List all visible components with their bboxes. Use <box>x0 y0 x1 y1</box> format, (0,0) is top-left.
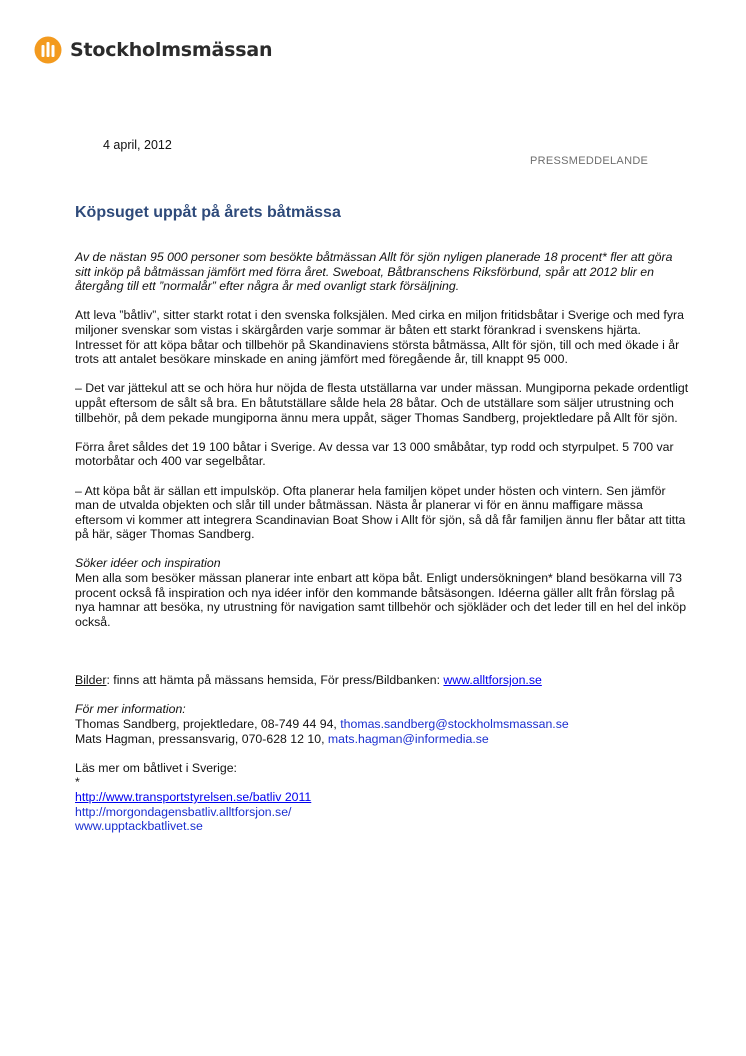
upptackbatlivet-link[interactable]: www.upptackbatlivet.se <box>75 819 203 834</box>
bilder-label: Bilder <box>75 673 107 688</box>
intro-paragraph: Av de nästan 95 000 personer som besökte båtmässan Allt för sjön nyligen planerade 18 procent* fler att göra sitt inköp på båtmässan jämfört med förra året. Sweboat, Båtbranschens Riksförbund, spår att 2012 blir en återgång till ett ”normalår” efter några år med ovanligt stark försäljning. <box>75 250 673 294</box>
transportstyrelsen-link[interactable]: http://www.transportstyrelsen.se/batliv 2011 <box>75 789 312 804</box>
body-paragraph: – Att köpa båt är sällan ett impulsköp. Ofta planerar hela familjen köpet under hösten och vintern. Sen jämför man de utvalda objekten och slår till under båtmässan. Nästa år planerar vi för en ännu maffigare mässa eftersom vi kommer att integrera Scandinavian Boat Show i Allt för sjön, så då får familjen ännu fler båtar att titta på här, säger Thomas Sandberg. <box>75 483 686 542</box>
body-paragraph: – Det var jättekul att se och höra hur nöjda de flesta utställarna var under mässan. Mungiporna pekade ordentligt uppåt eftersom de sålt så bra. En båtutställare sålde hela 28 båtar. Och de utställare som säljer utrustning och tillbehör, på dem pekade mungiporna ännu mera uppåt, säger Thomas Sandberg, projektledare på Allt för sjön. <box>75 381 689 425</box>
bilder-line <box>75 673 690 688</box>
body-paragraph: Förra året såldes det 19 100 båtar i Sverige. Av dessa var 13 000 småbåtar, typ rodd och styrpulpet. 5 700 var motorbåtar och 400 var segelbåtar. <box>75 439 674 469</box>
logo <box>34 35 272 65</box>
section-paragraph: Men alla som besöker mässan planerar inte enbart att köpa båt. Enligt undersökningen* bland besökarna vill 73 procent också få inspiration och nya idéer inför den kommande båtsäsongen. Idéerna gäller allt från förslag på nya hamnar att besöka, ny utrustning för navigation samt tillbehör och sjökläder och det leder till en hel del inköp också. <box>75 571 687 629</box>
email-link[interactable]: mats.hagman@informedia.se <box>327 731 489 746</box>
page-title: Köpsuget uppåt på årets båtmässa <box>75 204 341 221</box>
alltforsjon-link[interactable]: www.alltforsjon.se <box>443 673 542 688</box>
asterisk: * <box>75 775 80 790</box>
body-paragraph: Att leva ”båtliv”, sitter starkt rotat i den svenska folksjälen. Med cirka en miljon fritidsbåtar i Sverige och med fyra miljoner svenskar som vistas i skärgården varje sommar är båten ett starkt förankrad i svenskens hjärta. Intresset för att köpa båtar och tillbehör på Skandinaviens största båtmässa, Allt för sjön, till och med ökade i år trots att antalet besökare minskade en aning jämfört med föregående år, till knappt 95 000. <box>75 308 684 367</box>
info-heading: För mer information: <box>75 702 186 717</box>
stockholmsmassan-logo-icon <box>34 36 62 64</box>
contact-line: Thomas Sandberg, projektledare, 08-749 44 94, thomas.sandberg@stockholmsmassan.se <box>75 717 569 731</box>
document-date: 4 april, 2012 <box>103 138 172 152</box>
morgondagensbatliv-link[interactable]: http://morgondagensbatliv.alltforsjon.se/ <box>75 804 292 819</box>
bilder-text: : finns att hämta på mässans hemsida, För press/Bildbanken: <box>106 673 444 688</box>
article-body <box>75 250 690 834</box>
more-heading: Läs mer om båtlivet i Sverige: <box>75 760 237 775</box>
section-heading: Söker idéer och inspiration <box>75 556 221 571</box>
contact-line: Mats Hagman, pressansvarig, 070-628 12 10, mats.hagman@informedia.se <box>75 731 489 746</box>
email-link[interactable]: thomas.sandberg@stockholmsmassan.se <box>340 717 569 731</box>
logo-text: Stockholmsmässan <box>70 39 273 61</box>
document-type-label: PRESSMEDDELANDE <box>530 155 649 167</box>
